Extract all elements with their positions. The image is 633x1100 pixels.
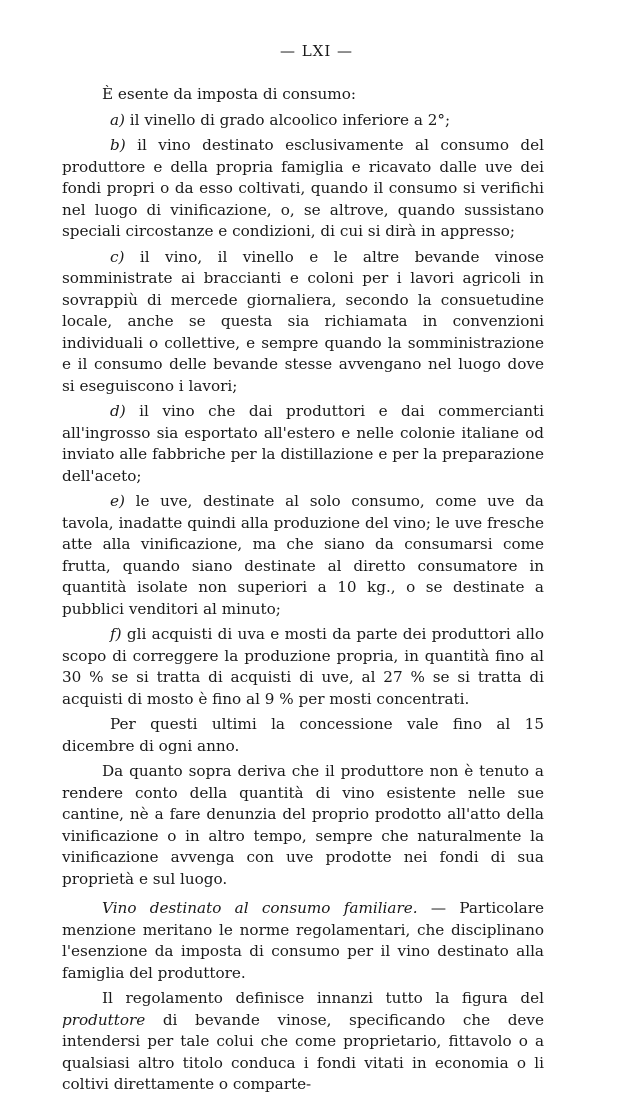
body-text [62,84,544,1100]
intro-paragraph: È esente da imposta di consumo: [102,85,356,103]
item-label: f) [110,625,122,643]
item-text: le uve, destinate al solo consumo, come uve da tavola, inadatte quindi alla produzione del vino; le uve fresche atte alla vinificazione, ma che siano da consumarsi come frutta, quando siano destinate al diretto consumatore in quantità isolate non superiori a 10 kg., o se destinate a pubblici venditori al minuto; [62,492,544,618]
item-text: il vino destinato esclusivamente al consumo del produttore e della propria famiglia e ricavato dalle uve dei fondi propri o da esso coltivati, quando il consumo si verifichi nel luogo di vinificazione, o, se altrove, quando sussistano speciali circostanze e condizioni, di cui si dirà in appresso; [62,136,544,240]
item-text: il vino che dai produttori e dai commercianti all'ingrosso sia esportato all'estero e nelle colonie italiane od inviato alle fabbriche per la distillazione e per la preparazione dell'aceto; [62,402,544,485]
regulation-term: produttore [62,1010,146,1029]
section-text: — Particolare menzione meritano le norme regolamentari, che disciplinano l'esenzione da imposta di consumo per il vino destinato alla famiglia del produttore. [62,899,544,982]
item-text: gli acquisti di uva e mosti da parte dei produttori allo scopo di correggere la produzione propria, in quantità fino al 30 % se si tratta di acquisti di uve, al 27 % se si tratta di acquisti di mosto è fino al 9 % per mosti concentrati. [62,625,544,708]
page-number: — LXI — [279,42,354,60]
item-text: il vinello di grado alcoolico inferiore a 2°; [124,110,451,129]
regulation-text-rest: di bevande vinose, specificando che deve intendersi per tale colui che come proprietario, fittavolo o a qualsiasi altro titolo conduca i fondi vitati in economia o li coltivi direttamente o comparte- [62,1010,544,1093]
list-item-b [62,135,544,243]
item-label: c) [110,247,125,266]
list-item-f [62,624,544,710]
list-item-a [62,110,544,132]
item-label: a) [110,110,125,129]
derivation-paragraph: Da quanto sopra deriva che il produttore non è tenuto a rendere conto della quantità di vino esistente nelle sue cantine, nè a fare denunzia del proprio prodotto all'atto della vinificazione o in altro tempo, sempre che naturalmente la vinificazione avvenga con uve prodotte nei fondi di sua proprietà e sul luogo. [62,762,544,888]
concession-paragraph: Per questi ultimi la concessione vale fino al 15 dicembre di ogni anno. [62,715,544,755]
item-label: b) [110,136,126,154]
section-paragraph [62,898,544,984]
regulation-paragraph [62,988,544,1096]
section-title: Vino destinato al consumo familiare. [102,899,418,917]
item-text: il vino, il vinello e le altre bevande vinose somministrate ai braccianti e coloni per i lavori agricoli in sovrappiù di mercede giornaliera, secondo la consuetudine locale, anche se questa sia richiamata in convenzioni individuali o collettive, e sempre quando la somministrazione e il consumo delle bevande stesse avvengano nel luogo dove si eseguiscono i lavori; [62,247,544,395]
item-label: d) [110,402,126,420]
regulation-text-start: Il regolamento definisce innanzi tutto la figura del [102,989,544,1007]
list-item-c [62,247,544,398]
list-item-d [62,401,544,487]
list-item-e [62,491,544,620]
item-label: e) [110,492,125,510]
